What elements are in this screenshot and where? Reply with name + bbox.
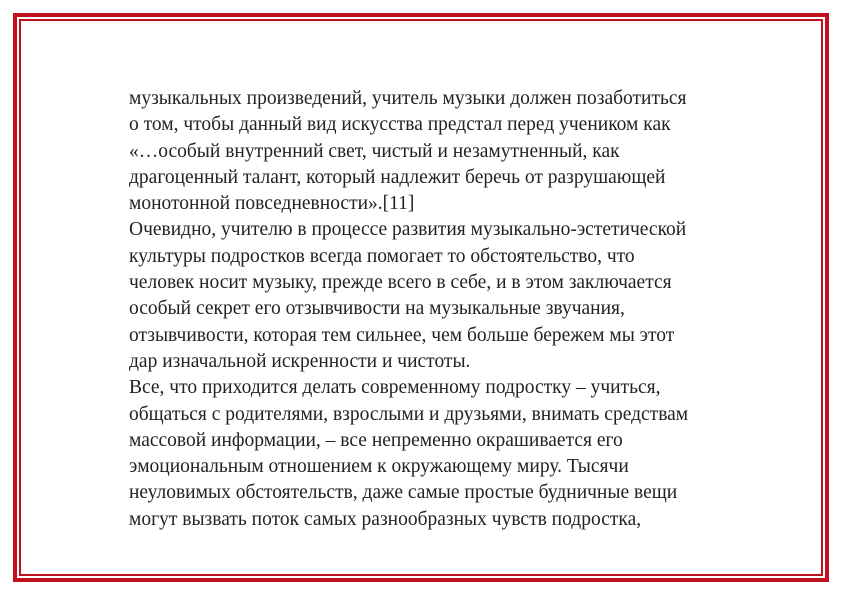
text-line: человек носит музыку, прежде всего в себе, и в этом заключается [129, 272, 672, 294]
text-line: особый секрет его отзывчивости на музыкальные звучания, [129, 298, 625, 320]
text-line: Очевидно, учителю в процессе развития музыкально-эстетической [129, 219, 687, 241]
text-line: эмоциональным отношением к окружающему миру. Тысячи [129, 456, 629, 478]
slide-body-text [129, 86, 769, 533]
text-line: культуры подростков всегда помогает то обстоятельство, что [129, 245, 635, 267]
text-line: драгоценный талант, который надлежит беречь от разрушающей [129, 166, 666, 188]
text-line: дар изначальной искренности и чистоты. [129, 350, 471, 372]
text-line: «…особый внутренний свет, чистый и незамутненный, как [129, 140, 620, 162]
text-line: о том, чтобы данный вид искусства предстал перед учеником как [129, 114, 671, 136]
text-line: Все, что приходится делать современному подростку – учиться, [129, 377, 661, 399]
text-line: музыкальных произведений, учитель музыки должен позаботиться [129, 88, 687, 109]
text-line: массовой информации, – все непременно окрашивается его [129, 429, 623, 451]
text-line: общаться с родителями, взрослыми и друзьями, внимать средствам [129, 403, 689, 425]
text-line: монотонной повседневности».[11] [129, 193, 415, 215]
text-line: отзывчивости, которая тем сильнее, чем больше бережем мы этот [129, 324, 675, 346]
text-line: могут вызвать поток самых разнообразных чувств подростка, [129, 508, 642, 530]
text-line: неуловимых обстоятельств, даже самые простые будничные вещи [129, 482, 678, 504]
